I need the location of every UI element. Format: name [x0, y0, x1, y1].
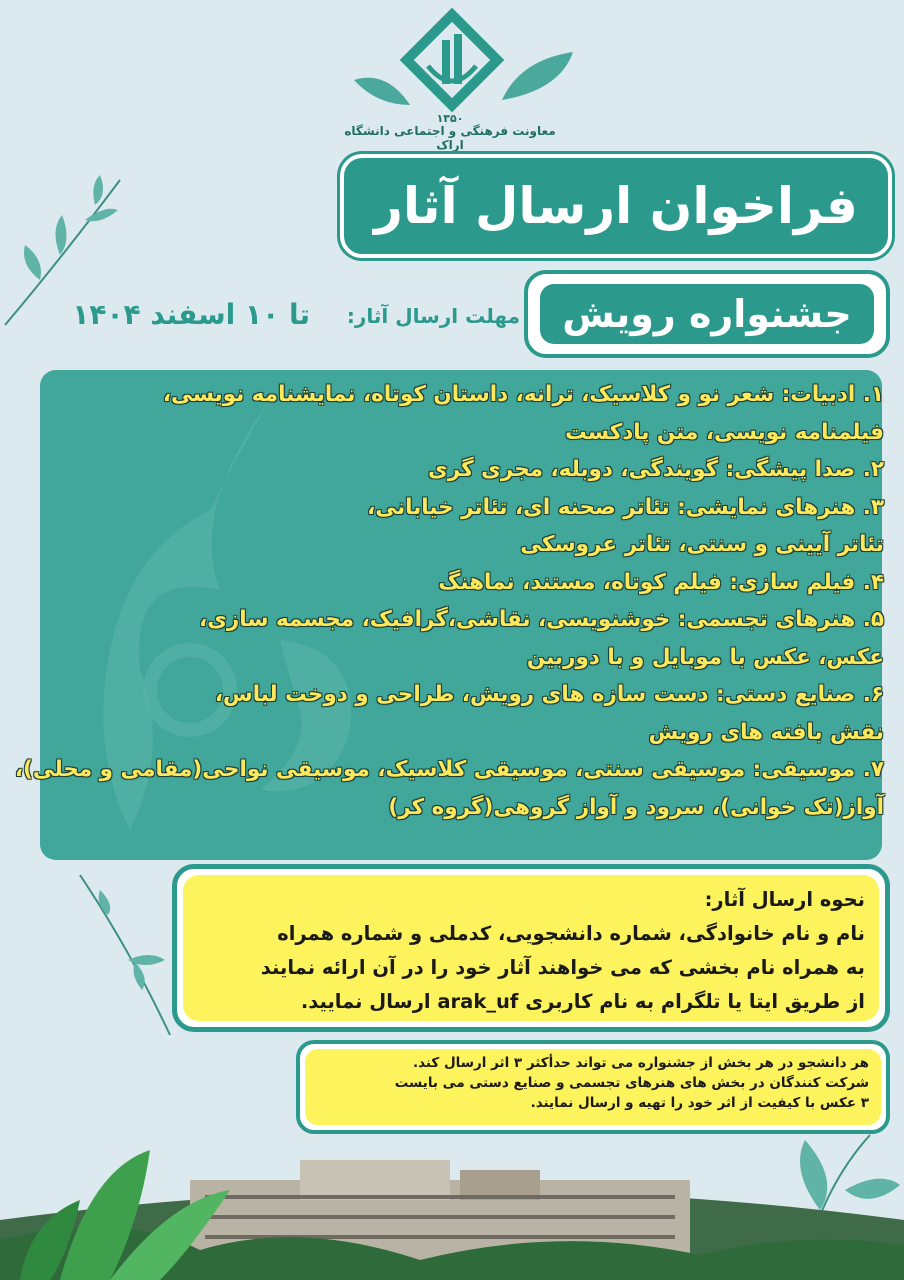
category-line: ۲. صدا پیشگی: گویندگی، دوبله، مجری گری [428, 457, 884, 482]
deadline-value: تا ۱۰ اسفند ۱۴۰۴ [72, 298, 310, 331]
leaf-top-right-icon [500, 50, 575, 105]
logo-caption: معاونت فرهنگی و اجتماعی دانشگاه اراک [344, 124, 556, 152]
title-banner [340, 154, 892, 258]
campus-photo-icon [0, 1130, 904, 1280]
submission-method-inner [183, 875, 879, 1021]
category-line: فیلمنامه نویسی، متن پادکست [565, 419, 884, 445]
university-logo-icon [398, 6, 506, 114]
category-line: نقش بافته های رویش [648, 719, 884, 745]
submission-line: از طریق ایتا یا تلگرام به نام کاربری arak_uf ارسال نمایید. [300, 990, 865, 1013]
rules-note-line: هر دانشجو در هر بخش از جشنواره می تواند حدأکثر ۳ اثر ارسال کند. [412, 1055, 869, 1071]
logo-year: ۱۳۵۰ [436, 112, 464, 125]
submission-line: نام و نام خانوادگی، شماره دانشجویی، کدملی و شماره همراه [277, 922, 865, 945]
rules-note-inner [305, 1049, 881, 1125]
category-line: ۳. هنرهای نمایشی: تئاتر صحنه ای، تئاتر خیابانی، [367, 494, 884, 520]
rules-note-box [296, 1040, 890, 1134]
category-line: عکس، عکس با موبایل و با دوربین [526, 644, 884, 670]
categories-list [14, 376, 884, 826]
category-line: تئاتر آیینی و سنتی، تئاتر عروسکی [520, 532, 884, 557]
submission-line: به همراه نام بخشی که می خواهند آثار خود را در آن ارائه نمایند [260, 956, 865, 979]
festival-name-inner [540, 284, 874, 344]
category-line: ۶. صنایع دستی: دست سازه های رویش، طراحی و دوخت لباس، [214, 682, 884, 707]
festival-name: جشنواره رویش [562, 292, 852, 336]
category-line: ۴. فیلم سازی: فیلم کوتاه، مستند، نماهنگ [438, 569, 884, 595]
category-line: ۷. موسیقی: موسیقی سنتی، موسیقی کلاسیک، موسیقی نواحی(مقامی و محلی)، [14, 757, 884, 782]
submission-heading: نحوه ارسال آثار: [704, 888, 865, 911]
rules-note-line: شرکت کنندگان در بخش های هنرهای تجسمی و صنایع دستی می بایست [394, 1075, 869, 1091]
submission-method-box [172, 864, 890, 1032]
category-line: آواز(تک خوانی)، سرود و آواز گروهی(گروه کر) [388, 794, 884, 820]
rules-note-line: ۳ عکس با کیفیت از اثر خود را تهیه و ارسال نمایند. [530, 1095, 869, 1111]
festival-name-box [524, 270, 890, 358]
deadline-label: مهلت ارسال آثار: [346, 304, 520, 328]
page-title: فراخوان ارسال آثار [374, 177, 858, 235]
category-line: ۱. ادبیات: شعر نو و کلاسیک، ترانه، داستان کوتاه، نمایشنامه نویسی، [162, 382, 884, 407]
category-line: ۵. هنرهای تجسمی: خوشنویسی، نقاشی،گرافیک، مجسمه سازی، [199, 607, 884, 632]
leaf-branch-middle-left-icon [70, 870, 180, 1040]
